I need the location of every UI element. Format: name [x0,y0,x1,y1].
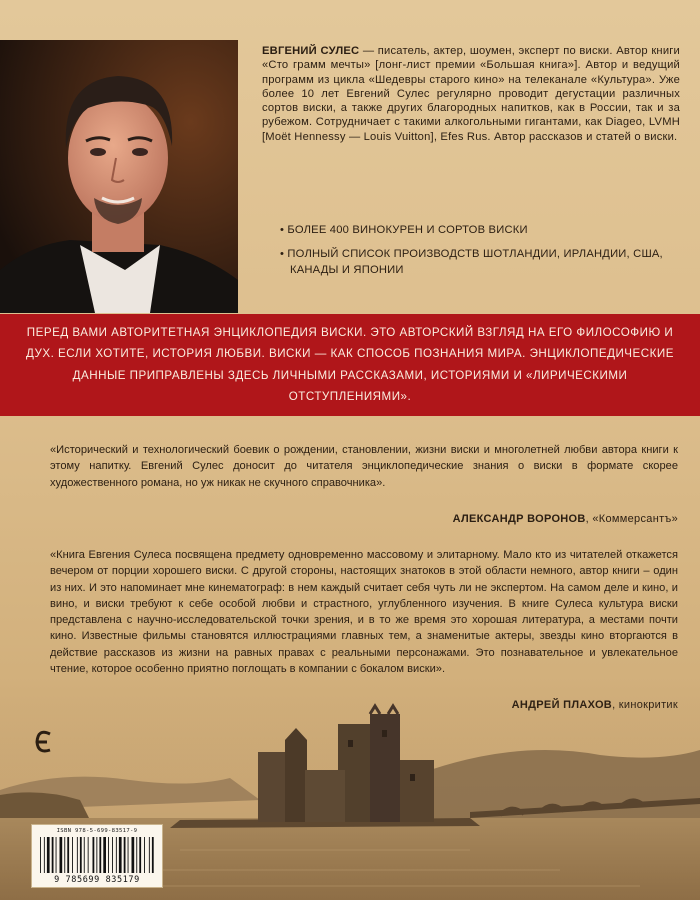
feature-item: • ПОЛНЫЙ СПИСОК ПРОИЗВОДСТВ ШОТЛАНДИИ, ИРЛАНДИИ, США, КАНАДЫ И ЯПОНИИ [280,248,663,276]
author-bio-text: — писатель, актер, шоумен, эксперт по виски. Автор книги «Сто грамм мечты» [лонг-лист премии «Большая книга»]. Автор и ведущий программ из цикла «Шедевры старого кино» на телеканале «Культура». Уже более 10 лет Евгений Сулес регулярно проводит дегустации различных сортов виски, а также других благородных напитков, как в России, так и за рубежом. Сотрудничает с такими алкогольными гигантами, как Diageo, LVMH [Moët Hennessy — Louis Vuitton], Efes Rus. Автор рассказов и статей о виски. [262,45,680,143]
review-quote: «Книга Евгения Сулеса посвящена предмету одновременно массовому и элитарному. Мало кто из читателей откажется вечером от порции хорошего виски. С другой стороны, настоящих знатоков в этой области немного, автор книги – один из них. И это напоминает мне кинематограф: в нем каждый считает себя чуть ли не экспертом. На самом деле и кино, и вино, и виски требуют к себе особой любви и страстного, углубленного изучения. В книге Сулеса культура виски представлена с научно-исследовательской точки зрения, и в то же время это хорошая литература, а местами почти кино. Известные фильмы становятся иллюстрациями главных тем, а знаменитые актеры, звезды кино вторгаются в действие рассказов из жизни на равных правах с реальными персонажами. Это познавательное и увлекательное чтение, которое особенно приятно поглощать в компании с бокалом виски». [50,549,678,676]
author-name: ЕВГЕНИЙ СУЛЕС [262,45,360,57]
barcode [31,824,163,888]
isbn-text: ISBN 978-5-699-83517-9 [56,828,138,834]
review-author-name: АЛЕКСАНДР ВОРОНОВ [452,513,586,525]
feature-list [262,222,680,286]
review-quote: «Исторический и технологический боевик о рождении, становлении, жизни виски и многолетней любви автора книги к этому напитку. Евгений Сулес доносит до читателя энциклопедические знания о виски в формате скорее художественного романа, но уж никак не скучного справочника». [50,444,678,489]
barcode-digits: 9 785699 835179 [54,875,140,885]
band-text: ПЕРЕД ВАМИ АВТОРИТЕТНАЯ ЭНЦИКЛОПЕДИЯ ВИСКИ. ЭТО АВТОРСКИЙ ВЗГЛЯД НА ЕГО ФИЛОСОФИЮ И ДУХ. ЕСЛИ ХОТИТЕ, ИСТОРИЯ ЛЮБВИ. ВИСКИ — КАК СПОСОБ ПОЗНАНИЯ МИРА. ЭНЦИКЛОПЕДИЧЕСКИЕ ДАННЫЕ ПРИПРАВЛЕНЫ ЗДЕСЬ ЛИЧНЫМИ РАССКАЗАМИ, ИСТОРИЯМИ И «ЛИРИЧЕСКИМИ ОТСТУПЛЕНИЯМИ». [26,326,674,404]
author-bio [262,44,680,144]
author-photo [0,40,238,313]
review-author-source: , «Коммерсантъ» [585,513,678,525]
eksmo-logo-icon [34,728,54,756]
feature-item: • БОЛЕЕ 400 ВИНОКУРЕН И СОРТОВ ВИСКИ [280,224,528,236]
review-author [453,513,678,525]
barcode-bars [40,837,154,873]
